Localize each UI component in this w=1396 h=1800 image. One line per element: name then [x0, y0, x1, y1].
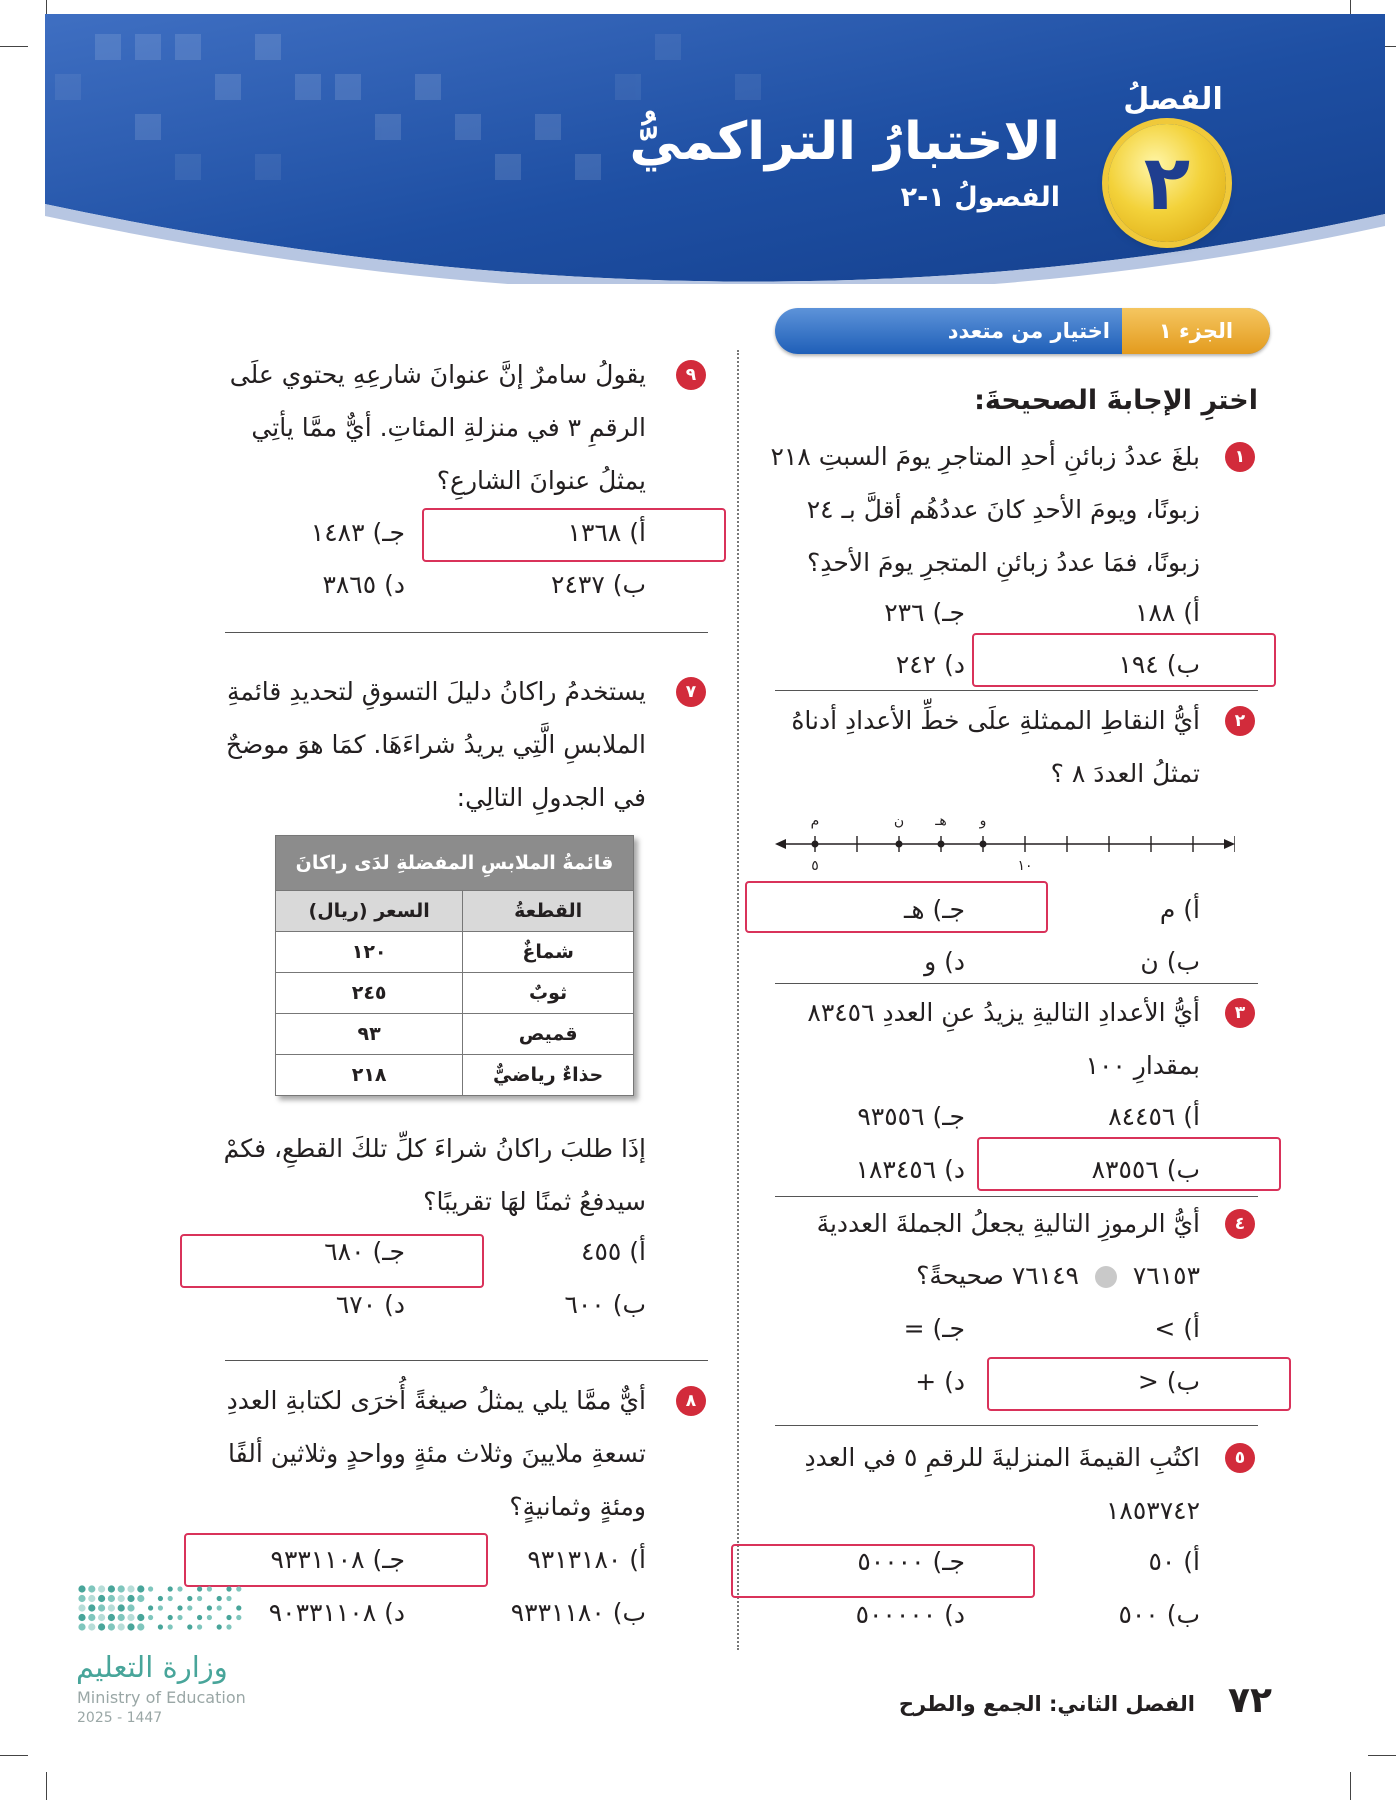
- logo-dot: [158, 1624, 163, 1629]
- question-number: ٩: [676, 360, 706, 390]
- logo-dot: [108, 1585, 115, 1592]
- question-text: أيُّ النقاطِ الممثلةِ علَى خطِّ الأعدادِ أدناهُ تمثلُ العددَ ٨ ؟: [791, 706, 1200, 788]
- logo-dot: [127, 1623, 134, 1630]
- point-label-h: هـ: [935, 813, 947, 829]
- option-d[interactable]: د) ٦٧٠: [335, 1290, 405, 1319]
- logo-dot: [168, 1615, 173, 1620]
- logo-dot: [217, 1596, 222, 1601]
- logo-dot: [88, 1614, 95, 1621]
- logo-dot: [108, 1604, 115, 1611]
- logo-dot: [197, 1615, 202, 1620]
- logo-dot: [108, 1614, 115, 1621]
- instruction: اخترِ الإجابةَ الصحيحةَ:: [974, 385, 1258, 416]
- option-a[interactable]: أ) ٨٤٤٥٦: [1108, 1102, 1200, 1131]
- point-label-w: و: [979, 813, 987, 829]
- logo-dot: [98, 1585, 105, 1592]
- logo-dot: [236, 1615, 241, 1620]
- logo-dot: [88, 1595, 95, 1602]
- column-divider: [737, 350, 739, 1650]
- logo-dot: [118, 1595, 125, 1602]
- logo-dot: [78, 1595, 85, 1602]
- logo-dot: [236, 1586, 241, 1591]
- part-title: اختيار من متعدد: [947, 319, 1110, 343]
- option-b[interactable]: ب) ٥٠٠: [1118, 1600, 1200, 1629]
- logo-dot: [118, 1614, 125, 1621]
- crop-mark: [0, 1755, 28, 1756]
- option-c[interactable]: جـ) ٢٣٦: [884, 598, 965, 627]
- logo-dot: [168, 1624, 173, 1629]
- logo-dot: [197, 1596, 202, 1601]
- tick-label-5: ٥: [811, 858, 819, 874]
- moe-name-arabic: وزارة التعليم: [76, 1650, 228, 1684]
- number-line-point: [938, 841, 945, 848]
- answer-highlight: [422, 508, 726, 562]
- logo-dot: [168, 1596, 173, 1601]
- logo-dot: [148, 1586, 153, 1591]
- logo-dot: [78, 1585, 85, 1592]
- logo-dot: [118, 1585, 125, 1592]
- option-a[interactable]: أ) ٩٣١٣١٨٠: [527, 1545, 646, 1574]
- question-text: أيُّ الرموزِ التاليةِ يجعلُ الجملةَ العدديةَ: [816, 1209, 1200, 1238]
- option-b[interactable]: ب) ٢٤٣٧: [551, 570, 646, 599]
- option-d[interactable]: د) +: [915, 1367, 965, 1396]
- option-d[interactable]: د) ١٨٣٤٥٦: [855, 1155, 965, 1184]
- divider: [225, 632, 708, 633]
- question-number: ٢: [1225, 706, 1255, 736]
- option-a[interactable]: أ) ٤٥٥: [581, 1237, 646, 1266]
- option-d[interactable]: د) ٥٠٠٠٠٠: [855, 1600, 965, 1629]
- item-cell: قميص: [463, 1014, 634, 1055]
- page-subtitle: الفصولُ ١-٢: [900, 182, 1060, 213]
- logo-dot: [168, 1586, 173, 1591]
- blank-circle: [1095, 1266, 1117, 1288]
- logo-dot: [78, 1604, 85, 1611]
- point-label-n: ن: [893, 813, 905, 829]
- option-d[interactable]: د) ٣٨٦٥: [322, 570, 405, 599]
- logo-dot: [207, 1615, 212, 1620]
- logo-dot: [207, 1586, 212, 1591]
- answer-highlight: [180, 1234, 484, 1288]
- logo-dot: [137, 1623, 144, 1630]
- option-a[interactable]: أ) >: [1154, 1314, 1200, 1343]
- price-cell: ٩٣: [276, 1014, 463, 1055]
- question-number: ٥: [1225, 1443, 1255, 1473]
- number-line-point: [896, 841, 903, 848]
- logo-dot: [226, 1586, 231, 1591]
- option-c[interactable]: جـ) ٥٠٠٠٠: [857, 1547, 965, 1576]
- logo-dot: [177, 1605, 182, 1610]
- logo-dot: [187, 1624, 192, 1629]
- logo-dot: [118, 1604, 125, 1611]
- answer-highlight: [972, 633, 1276, 687]
- item-cell: شماغٌ: [463, 932, 634, 973]
- number-line-point: [980, 841, 987, 848]
- item-cell: حذاءٌ رياضيٌّ: [463, 1055, 634, 1096]
- question-text: يقولُ سامرٌ إنَّ عنوانَ شارعِهِ يحتوي علَى الرقمِ ٣ في منزلةِ المئاتِ. أيٌّ ممَّا يأتِي يمثلُ عنوانَ الشارعِ؟: [229, 360, 646, 495]
- logo-dot: [98, 1623, 105, 1630]
- chapter-label: الفصلُ: [1123, 82, 1223, 117]
- question-number: ٤: [1225, 1209, 1255, 1239]
- question-text-line2: [860, 1261, 1200, 1290]
- logo-dot: [88, 1585, 95, 1592]
- option-c[interactable]: جـ) ٦٨٠: [324, 1237, 405, 1266]
- price-cell: ٢١٨: [276, 1055, 463, 1096]
- page-number: ٧٢: [1228, 1680, 1272, 1721]
- item-cell: ثوبٌ: [463, 973, 634, 1014]
- question-text: اكتُبِ القيمةَ المنزليةَ للرقمِ ٥ في العددِ ١٨٥٣٧٤٢: [804, 1443, 1200, 1525]
- option-b[interactable]: ب) ٩٣٣١١٨٠: [510, 1598, 646, 1627]
- divider: [775, 1425, 1258, 1426]
- divider: [225, 1360, 708, 1361]
- option-b[interactable]: ب) <: [1137, 1367, 1200, 1396]
- answer-highlight: [987, 1357, 1291, 1411]
- price-cell: ٢٤٥: [276, 973, 463, 1014]
- table-caption: قائمةُ الملابسِ المفضلةِ لدَى راكانَ: [276, 836, 634, 891]
- logo-dot: [197, 1586, 202, 1591]
- price-cell: ١٢٠: [276, 932, 463, 973]
- logo-dot: [207, 1605, 212, 1610]
- logo-dot: [127, 1595, 134, 1602]
- logo-dot: [217, 1605, 222, 1610]
- option-a[interactable]: أ) م: [1159, 895, 1200, 924]
- logo-dot: [88, 1604, 95, 1611]
- moe-logo-icon: [78, 1584, 248, 1636]
- option-b[interactable]: ب) ٦٠٠: [564, 1290, 646, 1319]
- footer-chapter: الفصل الثاني: الجمع والطرح: [898, 1692, 1195, 1716]
- question-number: ٧: [676, 677, 706, 707]
- moe-year: 2025 - 1447: [77, 1710, 163, 1726]
- number-line: [775, 812, 1235, 882]
- option-d[interactable]: د) ٩٠٣٣١١٠٨: [268, 1598, 405, 1627]
- crop-mark: [46, 1772, 47, 1800]
- option-b[interactable]: ب) ١٩٤: [1118, 650, 1200, 679]
- question-text-continued: إذَا طلبَ راكانُ شراءَ كلِّ تلكَ القطعِ، فكمْ سيدفعُ ثمنًا لهَا تقريبًا؟: [223, 1134, 646, 1216]
- logo-dot: [98, 1595, 105, 1602]
- crop-mark: [0, 46, 28, 47]
- logo-dot: [226, 1624, 231, 1629]
- chapter-number-badge: ٢: [1108, 124, 1226, 242]
- option-a[interactable]: أ) ١٨٨: [1135, 598, 1200, 627]
- question-text: أيُّ الأعدادِ التاليةِ يزيدُ عنِ العددِ ٨٣٤٥٦ بمقدارِ ١٠٠: [807, 998, 1200, 1080]
- point-label-m: م: [810, 813, 820, 829]
- part-bar: [775, 308, 1270, 354]
- column-header: السعر (ريال): [276, 891, 463, 932]
- question-number: ٣: [1225, 998, 1255, 1028]
- logo-dot: [158, 1605, 163, 1610]
- option-d[interactable]: د) ٢٤٢: [895, 650, 965, 679]
- logo-dot: [236, 1605, 241, 1610]
- question-text: يستخدمُ راكانُ دليلَ التسوقِ لتحديدِ قائمةِ الملابسِ الَّتِي يريدُ شراءَهَا. كمَا هوَ موضحٌ في الجدولِ التالِي:: [225, 677, 646, 812]
- option-c[interactable]: جـ) هـ: [904, 895, 965, 924]
- right-number: ٧٦١٤٩ صحيحةً؟: [916, 1261, 1079, 1290]
- option-b[interactable]: ب) ن: [1140, 947, 1200, 976]
- logo-dot: [197, 1624, 202, 1629]
- page-title: الاختبارُ التراكميُّ: [629, 112, 1060, 172]
- logo-dot: [226, 1596, 231, 1601]
- answer-highlight: [745, 881, 1048, 933]
- option-c[interactable]: جـ) ١٤٨٣: [310, 518, 405, 547]
- logo-dot: [137, 1585, 144, 1592]
- logo-dot: [108, 1623, 115, 1630]
- logo-dot: [108, 1595, 115, 1602]
- table-row: [276, 1014, 634, 1055]
- logo-dot: [118, 1623, 125, 1630]
- option-a[interactable]: أ) ١٣٦٨: [567, 518, 646, 547]
- option-d[interactable]: د) و: [924, 947, 965, 976]
- table-row: [276, 1055, 634, 1096]
- question-number: ١: [1225, 442, 1255, 472]
- option-c[interactable]: جـ) ٩٣٥٥٦: [857, 1102, 965, 1131]
- logo-dot: [217, 1624, 222, 1629]
- question-text: بلغَ عددُ زبائنِ أحدِ المتاجرِ يومَ السبتِ ٢١٨ زبونًا، ويومَ الأحدِ كانَ عددُهُم أقلَّ بـ ٢٤ زبونًا، فمَا عددُ زبائنِ المتجرِ يومَ الأحدِ؟: [770, 442, 1200, 577]
- left-number: ٧٦١٥٣: [1132, 1261, 1200, 1290]
- column-header: القطعةُ: [463, 891, 634, 932]
- answer-highlight: [184, 1533, 488, 1587]
- prices-table: [275, 835, 634, 1096]
- divider: [775, 983, 1258, 984]
- option-c[interactable]: جـ) ٩٣٣١١٠٨: [270, 1545, 405, 1574]
- logo-dot: [88, 1623, 95, 1630]
- option-a[interactable]: أ) ٥٠: [1148, 1547, 1200, 1576]
- moe-name-english: Ministry of Education: [77, 1688, 246, 1707]
- logo-dot: [98, 1604, 105, 1611]
- answer-highlight: [731, 1544, 1035, 1598]
- logo-dot: [127, 1604, 134, 1611]
- logo-dot: [98, 1614, 105, 1621]
- logo-dot: [177, 1586, 182, 1591]
- question-text: أيٌّ ممَّا يلي يمثلُ صيغةً أُخرَى لكتابةِ العددِ تسعةِ ملايينَ وثلاث مئةٍ وواحدٍ وثلاثين ألفًا ومئةٍ وثمانيةٍ؟: [226, 1386, 646, 1521]
- crop-mark: [1368, 1755, 1396, 1756]
- table-row: [276, 932, 634, 973]
- logo-dot: [127, 1585, 134, 1592]
- logo-dot: [148, 1605, 153, 1610]
- table-row: [276, 973, 634, 1014]
- logo-dot: [137, 1614, 144, 1621]
- divider: [775, 690, 1258, 691]
- logo-dot: [226, 1615, 231, 1620]
- number-line-point: [812, 841, 819, 848]
- logo-dot: [78, 1623, 85, 1630]
- option-b[interactable]: ب) ٨٣٥٥٦: [1091, 1155, 1200, 1184]
- logo-dot: [78, 1614, 85, 1621]
- tick-label-10: ١٠: [1017, 858, 1033, 874]
- logo-dot: [127, 1614, 134, 1621]
- logo-dot: [177, 1615, 182, 1620]
- logo-dot: [137, 1595, 144, 1602]
- option-c[interactable]: جـ) =: [903, 1314, 965, 1343]
- logo-dot: [158, 1596, 163, 1601]
- question-number: ٨: [676, 1386, 706, 1416]
- logo-dot: [148, 1615, 153, 1620]
- logo-dot: [187, 1605, 192, 1610]
- crop-mark: [1350, 1772, 1351, 1800]
- answer-highlight: [977, 1137, 1281, 1191]
- logo-dot: [187, 1596, 192, 1601]
- part-label: الجزء ١: [1122, 308, 1270, 354]
